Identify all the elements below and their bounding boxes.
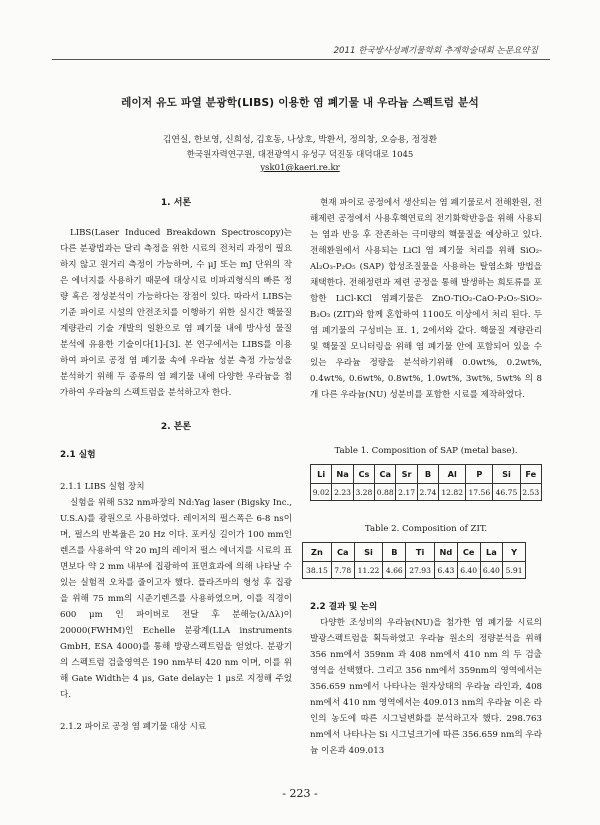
section-2-1-heading: 2.1 실험 (60, 450, 96, 460)
table-1-value-cell: 2.17 (396, 484, 417, 501)
section-2-2-heading: 2.2 결과 및 논의 (310, 602, 378, 612)
table-2-header-cell: Si (354, 543, 383, 562)
table-1-header-cell: Si (493, 465, 520, 484)
table-2-header-cell: La (480, 543, 503, 562)
table-1-header-cell: Fe (520, 465, 541, 484)
table-1-caption: Table 1. Composition of SAP (metal base). (334, 446, 518, 456)
table-1-header-cell: Al (439, 465, 466, 484)
table-2-header-cell: Ca (331, 543, 354, 562)
table-2-value-cell: 4.66 (383, 562, 406, 579)
table-2-header-cell: Ce (457, 543, 480, 562)
table-2-header-cell: Y (503, 543, 526, 562)
table-1 (310, 464, 542, 501)
section-2-2-body: 다양한 조성비의 우라늄(NU)을 첨가한 염 폐기물 시료의 발광스펙트럼을 획득하였고 우라늄 원소의 정량분석을 위해 356 nm에서 359nm 과 408 nm에서 410 nm 의 두 검출 영역을 선택했다. 그리고 356 nm에서 359nm의 영역에서는 356.659 nm에서 나타나는 원자상태의 우라늄 라인과, 408 nm에서 410 nm 영역에서는 409.013 nm의 우라늄 이온 라인의 농도에 따른 시그널변화를 분석하고자 했다. 298.763 nm에서 나타나는 Si 시그널크기에 따른 356.659 nm의 우라늄 이온과 409.013 (310, 618, 542, 756)
table-2-value-cell: 11.22 (354, 562, 383, 579)
table-2 (302, 542, 526, 579)
section-2-1-2-heading: 2.1.2 파이로 공정 염 폐기물 대상 시료 (60, 722, 207, 732)
table-2-value-cell: 6.40 (480, 562, 503, 579)
table-2-header-cell: Ti (406, 543, 435, 562)
right-column-results (310, 599, 542, 759)
table-1-value-cell: 3.28 (353, 484, 374, 501)
table-2-value-cell: 27.93 (406, 562, 435, 579)
table-1-header-cell: Cs (353, 465, 374, 484)
table-2-header-cell: Nd (435, 543, 458, 562)
table-1-value-cell: 2.23 (332, 484, 353, 501)
table-1-value-cell: 9.02 (311, 484, 332, 501)
table-1-value-cell: 0.88 (375, 484, 396, 501)
table-1-header-cell: Li (311, 465, 332, 484)
table-1-value-row (311, 484, 542, 501)
table-2-value-cell: 5.91 (503, 562, 526, 579)
section-2-1-1-heading: 2.1.1 LIBS 실험 장치 (60, 482, 145, 492)
table-2-value-row (303, 562, 526, 579)
email-link[interactable]: ysk01@kaeri.re.kr (260, 163, 340, 173)
running-header: 2011 한국방사성폐기물학회 추계학술대회 논문요약집 (333, 46, 538, 56)
left-column (60, 195, 292, 735)
table-1-value-cell: 2.53 (520, 484, 541, 501)
table-1-value-cell: 17.56 (466, 484, 493, 501)
section-1-heading: 1. 서론 (160, 198, 192, 208)
section-2-heading: 2. 본론 (160, 422, 192, 432)
table-1-header-row (311, 465, 542, 484)
table-1-header-cell: Sr (396, 465, 417, 484)
header-rule (52, 59, 550, 60)
table-2-header-cell: Zn (303, 543, 332, 562)
paper-title: 레이저 유도 파열 분광학(LIBS) 이용한 염 폐기물 내 우라늄 스펙트럼 분석 (121, 97, 479, 109)
table-2-header-cell: B (383, 543, 406, 562)
right-column-intro (310, 195, 542, 403)
page-number: - 223 - (282, 787, 318, 800)
table-1-value-cell: 12.82 (439, 484, 466, 501)
section-1-body: LIBS(Laser Induced Breakdown Spectroscopy)는 다른 분광법과는 달리 측정을 위한 시료의 전처리 과정이 필요하지 않고 원거리 측정이 가능하며, 수 μJ 또는 mJ 단위의 작은 에너지를 사용하기 때문에 대상시료 비파괴형식의 빠른 정량 혹은 정성분석이 가능하다는 장점이 있다. 따라서 LIBS는 기준 파이로 시설의 안전조치를 이행하기 위한 실시간 핵물질 계량관리 기술 개발의 일환으로 염 폐기물 내에 방사성 물질 분석에 유용한 기술이다[1]-[3]. 본 연구에서는 LIBS를 이용하여 파이로 공정 염 폐기물 속에 우라늄 성분 측정 가능성을 분석하기 위해 두 종류의 염 폐기물 내에 다양한 우라늄을 첨가하여 우라늄의 스펙트럼을 분석하고자 한다. (60, 228, 292, 398)
table-2-value-cell: 6.40 (457, 562, 480, 579)
table-1-header-cell: B (417, 465, 438, 484)
table-2-value-cell: 38.15 (303, 562, 332, 579)
table-2-value-cell: 7.78 (331, 562, 354, 579)
table-1-header-cell: Na (332, 465, 353, 484)
table-2-caption: Table 2. Composition of ZIT. (364, 524, 488, 534)
intro-continued-body: 현재 파이로 공정에서 생산되는 염 폐기물로서 전해환원, 전해제련 공정에서 사용후핵연료의 전기화학반응을 위해 사용되는 염과 반응 후 잔존하는 극미량의 핵물질을 예상하고 있다. 전해환원에서 사용되는 LiCl 염 폐기물 처리를 위해 SiO₂-Al₂O₃-P₂O₅ (SAP) 합성조질물을 사용하는 탈염소화 방법을 채택한다. 전해정련과 제련 공정을 통해 발생하는 희토류를 포함한 LiCl-KCl 염폐기물은 ZnO-TiO₂-CaO-P₂O₅-SiO₂-B₂O₃ (ZIT)와 함께 혼합하여 1100도 이상에서 처리 된다. 두 염 폐기물의 구성비는 표. 1, 2에서와 같다. 핵물질 계량관리 및 핵물질 모니터링을 위해 염 폐기물 안에 포함되어 있을 수 있는 우라늄 정량을 분석하기위해 0.0wt%, 0.2wt%, 0.4wt%, 0.6wt%, 0.8wt%, 1.0wt%, 3wt%, 5wt% 의 8개 다른 우라늄(NU) 성분비를 포함한 시료를 제작하였다. (310, 198, 542, 400)
table-1-header-cell: Ca (375, 465, 396, 484)
table-2-header-row (303, 543, 526, 562)
table-1-value-cell: 2.74 (417, 484, 438, 501)
section-2-1-1-body: 실험을 위해 532 nm파장의 Nd:Yag laser (Bigsky Inc., U.S.A)를 광원으로 사용하였다. 레이저의 펄스폭은 6-8 ns이며, 펄스의 반복율은 20 Hz 이다. 포커싱 길이가 100 mm인 렌즈를 사용하여 약 20 mJ의 레이저 펄스 에너지를 시료의 표면보다 약 2 mm 내부에 집광하여 표면효과에 의해 나타날 수 있는 실험적 오차를 줄이고자 했다. 플라즈마의 형성 후 집광을 위해 75 mm의 시준기렌즈를 사용하였으며, 이를 직경이 600 μm 인 파이버로 전달 후 분해능(λ/Δλ)이 20000(FWHM)인 Echelle 분광계(LLA instruments GmbH, ESA 4000)를 통해 방광스펙트럼을 얻었다. 분광기의 스펙트럼 검출영역은 190 nm부터 420 nm 이며, 이를 위해 Gate Width는 4 μs, Gate delay는 1 μs로 지정해 주었다. (60, 498, 292, 700)
affiliation: 한국원자력연구원, 대전광역시 유성구 덕진동 대덕대로 1045 (186, 150, 414, 160)
table-1-header-cell: P (466, 465, 493, 484)
authors: 김연실, 한보영, 신희성, 김호동, 나상호, 박환서, 정의창, 오승용, 정정환 (162, 135, 438, 145)
table-2-value-cell: 6.43 (435, 562, 458, 579)
table-1-value-cell: 46.75 (493, 484, 520, 501)
